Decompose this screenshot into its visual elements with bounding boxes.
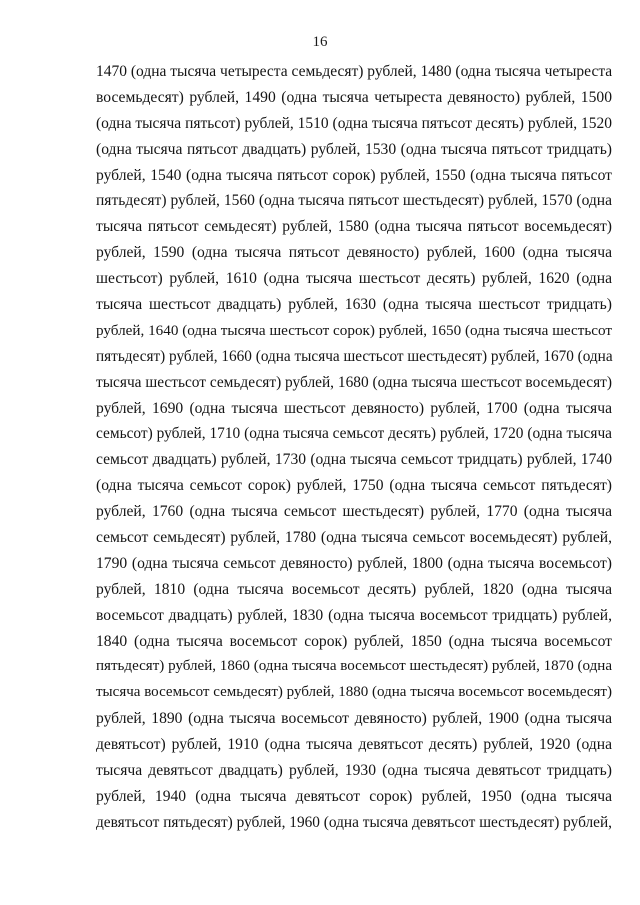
- text-line: семьсот семьдесят) рублей, 1780 (одна тысяча семьсот восемьдесят) рублей,: [96, 529, 612, 547]
- text-line: пятьдесят) рублей, 1560 (одна тысяча пятьсот шестьдесят) рублей, 1570 (одна: [96, 192, 612, 210]
- text-line: (одна тысяча пятьсот двадцать) рублей, 1530 (одна тысяча пятьсот тридцать): [96, 140, 612, 158]
- text-line: рублей, 1940 (одна тысяча девятьсот сорок) рублей, 1950 (одна тысяча: [96, 787, 612, 805]
- text-line: 1790 (одна тысяча семьсот девяносто) рублей, 1800 (одна тысяча восемьсот): [96, 554, 612, 572]
- text-line: рублей, 1690 (одна тысяча шестьсот девяносто) рублей, 1700 (одна тысяча: [96, 399, 612, 417]
- text-line: тысяча шестьсот семьдесят) рублей, 1680 (одна тысяча шестьсот восемьдесят): [96, 373, 612, 391]
- text-line: шестьсот) рублей, 1610 (одна тысяча шестьсот десять) рублей, 1620 (одна: [96, 270, 612, 288]
- text-line: тысяча восемьсот семьдесят) рублей, 1880 (одна тысяча восемьсот восемьдесят): [96, 684, 612, 701]
- text-line: девятьсот пятьдесят) рублей, 1960 (одна тысяча девятьсот шестьдесят) рублей,: [96, 813, 612, 831]
- text-line: рублей, 1760 (одна тысяча семьсот шестьдесят) рублей, 1770 (одна тысяча: [96, 503, 612, 521]
- body-text: [96, 59, 612, 836]
- text-line: тысяча шестьсот двадцать) рублей, 1630 (одна тысяча шестьсот тридцать): [96, 296, 612, 314]
- page-number: 16: [312, 34, 328, 50]
- text-line: рублей, 1590 (одна тысяча пятьсот девяносто) рублей, 1600 (одна тысяча: [96, 244, 612, 262]
- text-line: пятьдесят) рублей, 1660 (одна тысяча шестьсот шестьдесят) рублей, 1670 (одна: [96, 347, 613, 365]
- text-line: тысяча пятьсот семьдесят) рублей, 1580 (одна тысяча пятьсот восемьдесят): [96, 218, 612, 236]
- text-line: рублей, 1810 (одна тысяча восемьсот десять) рублей, 1820 (одна тысяча: [96, 580, 612, 598]
- text-line: пятьдесят) рублей, 1860 (одна тысяча восемьсот шестьдесят) рублей, 1870 (одна: [96, 658, 612, 675]
- text-line: рублей, 1540 (одна тысяча пятьсот сорок) рублей, 1550 (одна тысяча пятьсот: [96, 166, 612, 184]
- text-line: рублей, 1890 (одна тысяча восемьсот девяносто) рублей, 1900 (одна тысяча: [96, 710, 612, 728]
- text-line: 1470 (одна тысяча четыреста семьдесят) рублей, 1480 (одна тысяча четыреста: [96, 63, 613, 80]
- text-line: девятьсот) рублей, 1910 (одна тысяча девятьсот десять) рублей, 1920 (одна: [96, 736, 612, 754]
- text-line: восемьсот двадцать) рублей, 1830 (одна тысяча восемьсот тридцать) рублей,: [96, 606, 612, 624]
- text-line: тысяча девятьсот двадцать) рублей, 1930 (одна тысяча девятьсот тридцать): [96, 762, 612, 780]
- text-line: рублей, 1640 (одна тысяча шестьсот сорок) рублей, 1650 (одна тысяча шестьсот: [96, 321, 612, 339]
- text-line: семьсот) рублей, 1710 (одна тысяча семьсот десять) рублей, 1720 (одна тысяча: [96, 425, 612, 443]
- text-line: 1840 (одна тысяча восемьсот сорок) рублей, 1850 (одна тысяча восемьсот: [96, 632, 612, 650]
- text-line: восемьдесят) рублей, 1490 (одна тысяча четыреста девяносто) рублей, 1500: [96, 88, 612, 106]
- text-line: семьсот двадцать) рублей, 1730 (одна тысяча семьсот тридцать) рублей, 1740: [96, 451, 612, 469]
- text-line: (одна тысяча семьсот сорок) рублей, 1750 (одна тысяча семьсот пятьдесят): [96, 477, 612, 495]
- text-line: (одна тысяча пятьсот) рублей, 1510 (одна тысяча пятьсот десять) рублей, 1520: [96, 114, 612, 132]
